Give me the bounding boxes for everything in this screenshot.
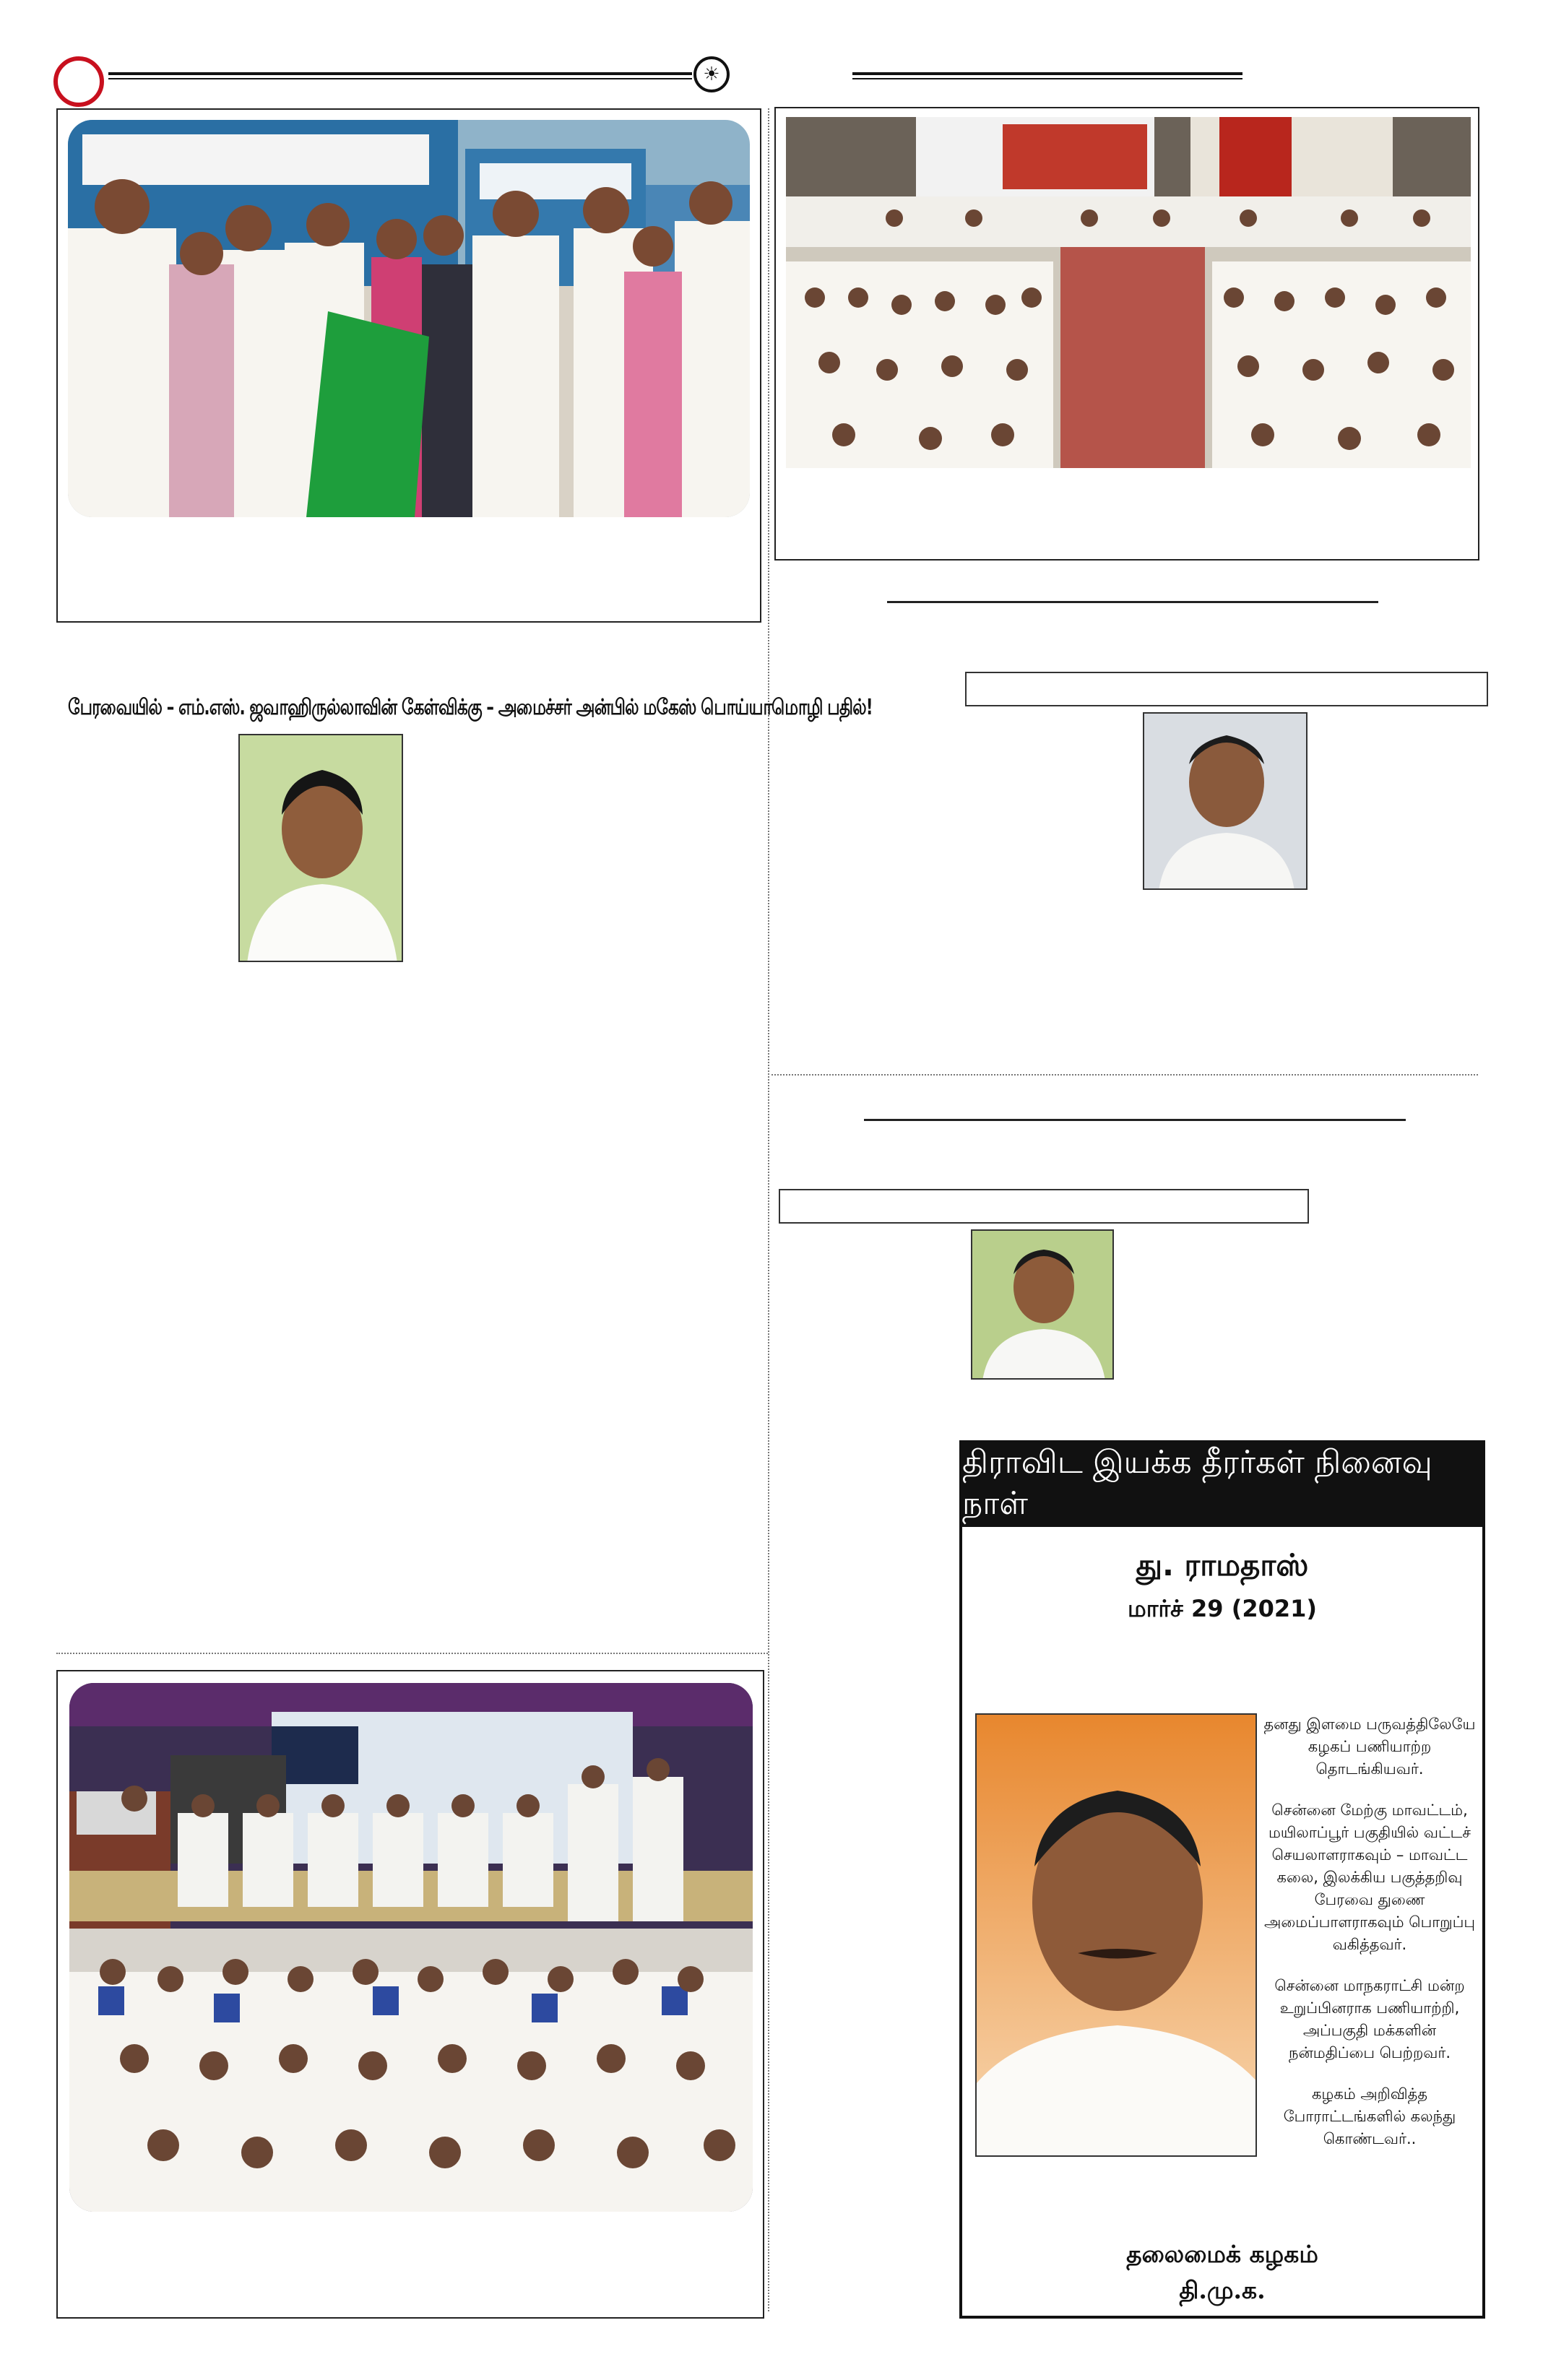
memorial-bio-paragraph: தனது இளமை பருவத்திலேயே கழகப் பணியாற்ற தொடங்கியவர். (1263, 1715, 1476, 1778)
stage-event-photo (69, 1683, 753, 2212)
memorial-footer-party: தி.மு.க. (1179, 2276, 1266, 2304)
photo-box-meeting (774, 107, 1479, 561)
portrait-minister-right-top (1143, 712, 1308, 890)
photo-box-bus-launch (56, 108, 761, 623)
memorial-footer-org: தலைமைக் கழகம் (1126, 2240, 1318, 2268)
subheading-bar-2 (779, 1189, 1309, 1224)
portrait-illustration (977, 1715, 1257, 2157)
column-divider (768, 108, 769, 2311)
portrait-leader-right-middle (971, 1229, 1114, 1380)
bus-flag-off-illustration (68, 120, 750, 517)
memorial-ad (959, 1440, 1485, 2319)
meeting-crowd-illustration (786, 117, 1471, 468)
headline-rule-2 (864, 1119, 1406, 1121)
story-headline: பேரவையில் – எம்.எஸ். ஜவாஹிருல்லாவின் கேள்விக்கு – அமைச்சர் அன்பில் மகேஸ் பொய்யாமொழி பதில்! (68, 695, 873, 720)
header-rule-right (852, 72, 1242, 79)
memorial-banner: திராவிட இயக்க தீரர்கள் நினைவு நாள் (962, 1443, 1482, 1527)
header-rule-left (108, 72, 692, 79)
photo-box-stage-event (56, 1670, 764, 2319)
portrait-minister-left (238, 734, 403, 962)
portrait-illustration (1144, 714, 1308, 890)
headline-rule (887, 601, 1378, 603)
section-divider-left (56, 1653, 768, 1654)
section-divider-right (772, 1074, 1478, 1076)
stage-event-illustration (69, 1683, 753, 2212)
memorial-bio (1261, 1713, 1478, 2169)
meeting-crowd-photo (786, 117, 1471, 468)
memorial-date: மார்ச் 29 (2021) (1127, 1595, 1318, 1622)
rising-sun-emblem-icon: ☀ (693, 56, 730, 92)
memorial-portrait (975, 1713, 1257, 2157)
memorial-name: து. ராமதாஸ் (1136, 1547, 1309, 1583)
portrait-illustration (240, 735, 403, 962)
portrait-illustration (972, 1231, 1114, 1380)
page-number-marker (53, 56, 104, 107)
subheading-bar (965, 672, 1488, 706)
memorial-bio-paragraph: சென்னை மேற்கு மாவட்டம், மயிலாப்பூர் பகுதியில் வட்டச் செயலாளராகவும் – மாவட்ட கலை, இலக்கிய பகுத்தறிவு பேரவை துணை அமைப்பாளராகவும் பொறுப்பு வகித்தவர். (1264, 1801, 1475, 1953)
memorial-bio-paragraph: சென்னை மாநகராட்சி மன்ற உறுப்பினராக பணியாற்றி, அப்பகுதி மக்களின் நன்மதிப்பை பெற்றவர். (1274, 1977, 1465, 2061)
memorial-bio-paragraph: கழகம் அறிவித்த போராட்டங்களில் கலந்து கொண்டவர்.. (1283, 2085, 1456, 2147)
bus-flag-off-photo (68, 120, 750, 517)
